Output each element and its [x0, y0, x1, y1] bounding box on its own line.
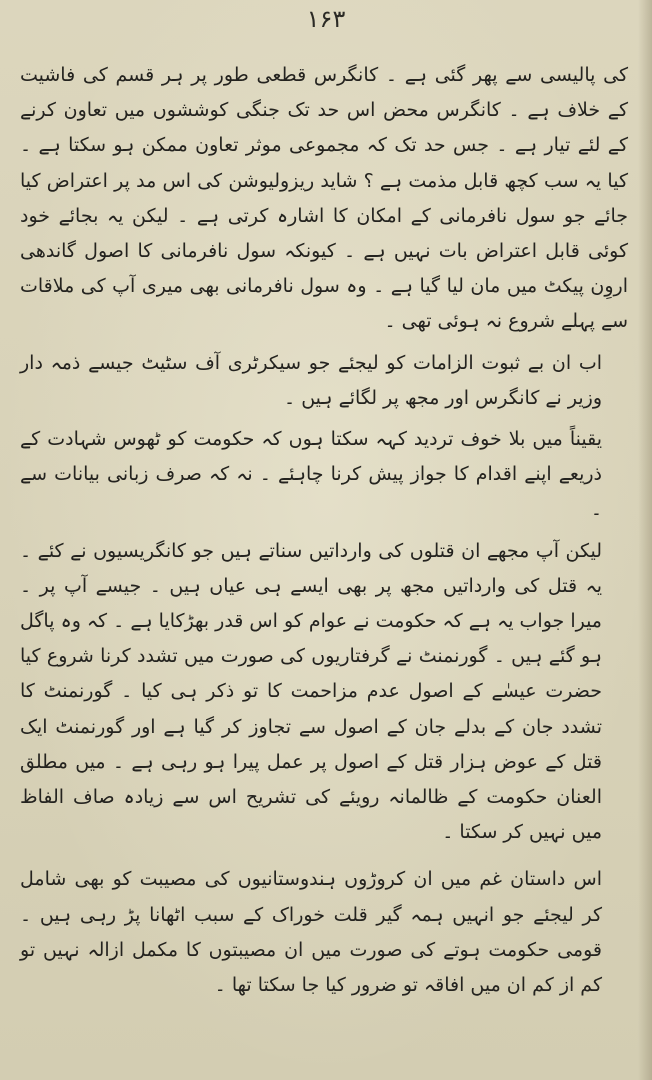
paragraph-2: اب ان بے ثبوت الزامات کو لیجئے جو سیکرٹری آف سٹیٹ جیسے ذمہ دار وزیر نے کانگرس اور مجھ پر لگائے ہیں ۔ [20, 351, 602, 409]
paragraph-4: لیکن آپ مجھے ان قتلوں کی وارداتیں سناتے ہیں جو کانگریسیوں نے کئے ۔ یہ قتل کی وارداتیں مجھ پر بھی ایسے ہی عیاں ہیں ۔ جیسے آپ پر ۔ میرا جواب یہ ہے کہ حکومت نے عوام کو اس قدر بھڑکایا ہے ۔ کہ وہ پاگل ہو گئے ہیں ۔ گورنمنٹ نے گرفتاریوں کی صورت میں تشدد کرنا شروع کیا حضرت عیسٰے کے اصول عدم مزاحمت کا تو ذکر ہی کیا ۔ گورنمنٹ کا تشدد جان کے بدلے جان کے اصول سے تجاوز کر گیا ہے اور گورنمنٹ ایک قتل کے عوض ہزار قتل کے اصول پر عمل پیرا ہو رہی ہے ۔ میں مطلق العنان حکومت کے ظالمانہ رویئے کی تشریح اس سے زیادہ صاف الفاظ میں نہیں کر سکتا ۔ [20, 539, 602, 844]
paragraph-3: یقیناً میں بلا خوف تردید کہہ سکتا ہوں کہ حکومت کو ٹھوس شہادت کے ذریعے اپنے اقدام کا جواز پیش کرنا چاہئے ۔ نہ کہ صرف زبانی بیانات سے ۔ [20, 428, 602, 521]
page-edge-shadow [638, 0, 652, 1080]
page-number: ۱۶۳ [306, 5, 346, 33]
paragraph-5: اس داستان غم میں ان کروڑوں ہندوستانیوں کی مصیبت کو بھی شامل کر لیجئے جو انہیں ہمہ گیر قلت خوراک کے سبب اٹھانا پڑ رہی ہیں ۔ قومی حکومت ہوتے کی صورت میں ان مصیبتوں کا مکمل ازالہ نہیں تو کم از کم ان میں افاقہ تو ضرور کیا جا سکتا تھا ۔ [20, 868, 602, 997]
body-text [20, 58, 628, 1003]
paragraph-1: کی پالیسی سے پھر گئی ہے ۔ کانگرس قطعی طور پر ہر قسم کی فاشیت کے خلاف ہے ۔ کانگرس محض اس حد تک جنگی کوششوں میں تعاون کرنے کے لئے تیار ہے ۔ جس حد تک کہ مجموعی موثر تعاون ممکن ہو سکتا ہے ۔ کیا یہ سب کچھ قابل مذمت ہے ؟ شاید ریزولیوشن کی اس مد پر اعتراض کیا جائے جو سول نافرمانی کے امکان کا اشارہ کرتی ہے ۔ لیکن یہ بجائے خود کوئی قابل اعتراض بات نہیں ہے ۔ کیونکہ سول نافرمانی کا اصول گاندھی اروِن پیکٹ میں مان لیا گیا ہے ۔ وہ سول نافرمانی بھی میری آپ کی ملاقات سے پہلے شروع نہ ہوئی تھی ۔ [20, 64, 628, 333]
